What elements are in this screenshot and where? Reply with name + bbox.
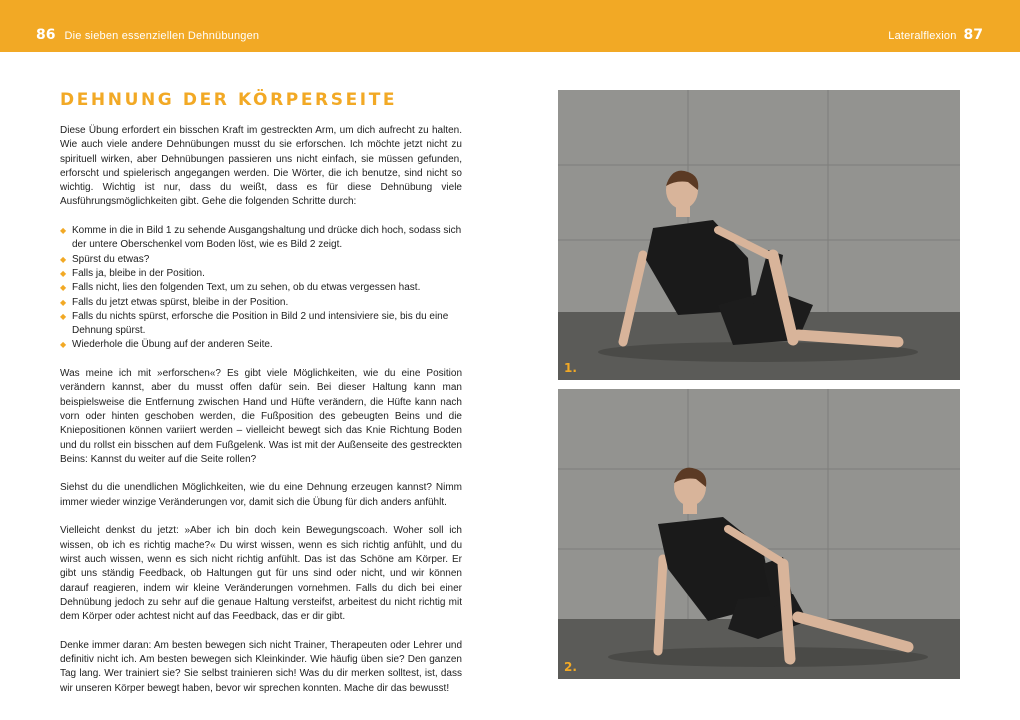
list-item bbox=[60, 296, 462, 310]
header-left bbox=[36, 27, 259, 43]
photo-start-position bbox=[558, 90, 960, 380]
diamond-bullet-icon: ◆ bbox=[60, 297, 67, 307]
header-right bbox=[888, 27, 983, 43]
list-item bbox=[60, 253, 462, 267]
diamond-bullet-icon: ◆ bbox=[60, 311, 67, 321]
step-text: Spürst du etwas? bbox=[72, 253, 150, 265]
diamond-bullet-icon: ◆ bbox=[60, 340, 67, 350]
section-title: DEHNUNG DER KÖRPERSEITE bbox=[60, 90, 398, 110]
step-text: Falls du nichts spürst, erforsche die Position in Bild 2 und intensiviere sie, bis du eine Dehnung spürst. bbox=[72, 310, 449, 337]
right-page-number: 87 bbox=[963, 27, 983, 43]
diamond-bullet-icon: ◆ bbox=[60, 283, 67, 293]
diamond-bullet-icon: ◆ bbox=[60, 268, 67, 278]
left-running-title: Die sieben essenziellen Dehnübungen bbox=[64, 30, 260, 42]
page-header bbox=[0, 0, 1020, 52]
body-text bbox=[60, 124, 462, 710]
step-text: Falls du jetzt etwas spürst, bleibe in der Position. bbox=[72, 296, 289, 308]
step-text: Falls nicht, lies den folgenden Text, um zu sehen, ob du etwas vergessen hast. bbox=[72, 282, 421, 294]
photo-2-illustration bbox=[558, 389, 960, 679]
photo-1-illustration bbox=[558, 90, 960, 380]
body-paragraph: Vielleicht denkst du jetzt: »Aber ich bin doch kein Bewegungscoach. Woher soll ich wissen, ob ich es richtig mache?« Du wirst wissen, wenn es sich richtig anfühlt, und du wirst auch wissen, wenn es sich nicht richtig anfühlt. Das ist das Schöne am Körper. Er gibt uns ständig Feedback, ob Haltungen gut für uns sind oder nicht, und wir können darauf reagieren, indem wir kleine Veränderungen vornehmen. Falls du dich bei einer Dehnübung jedoch zu sehr auf die genaue Haltung versteifst, arbeitest du nicht richtig mit dem Körper oder achtest nicht auf das Feedback, das er dir gibt. bbox=[60, 525, 462, 623]
list-item bbox=[60, 310, 462, 339]
right-running-title: Lateralflexion bbox=[888, 30, 957, 42]
photo-label: 1. bbox=[564, 361, 577, 375]
diamond-bullet-icon: ◆ bbox=[60, 254, 67, 264]
step-text: Komme in die in Bild 1 zu sehende Ausgangshaltung und drücke dich hoch, sodass sich der untere Oberschenkel vom Boden löst, wie es Bild 2 zeigt. bbox=[72, 225, 462, 251]
list-item bbox=[60, 267, 462, 281]
left-page-number: 86 bbox=[36, 27, 56, 43]
list-item bbox=[60, 224, 462, 253]
photo-raised-position bbox=[558, 389, 960, 679]
body-paragraph: Siehst du die unendlichen Möglichkeiten, wie du eine Dehnung erzeugen kannst? Nimm immer wieder winzige Veränderungen vor, damit sich die Übung für dich anders anfühlt. bbox=[60, 482, 462, 508]
list-item bbox=[60, 338, 462, 352]
steps-list bbox=[60, 224, 462, 353]
step-text: Falls ja, bleibe in der Position. bbox=[72, 267, 205, 279]
intro-paragraph: Diese Übung erfordert ein bisschen Kraft im gestreckten Arm, um dich aufrecht zu halten. Wie auch viele andere Dehnübungen musst du sie erforschen. Ich möchte jetzt nicht zu spirituell wirken, aber Dehnübungen passieren uns nicht einfach, sie müssen gefunden, erforscht und spielerisch angegangen werden. Die Wörter, die ich benutze, sind nicht so wichtig. Wichtig ist nur, dass du weißt, dass es für diese Dehnübung viele Ausführungsmöglichkeiten gibt. Gehe die folgenden Schritte durch: bbox=[60, 125, 462, 208]
body-paragraph: Denke immer daran: Am besten bewegen sich nicht Trainer, Therapeuten oder Lehrer und definitiv nicht ich. Am besten bewegen sich Kleinkinder. Wie häufig üben sie? Den ganzen Tag lang. Wer trainiert sie? Sie selbst trainieren sich! Was du dir merken solltest, ist, dass wir unseren Körper bewegt haben, bevor wir sprechen konnten. Mache dir das bewusst! bbox=[60, 639, 462, 694]
list-item bbox=[60, 281, 462, 295]
photo-label: 2. bbox=[564, 660, 577, 674]
step-text: Wiederhole die Übung auf der anderen Seite. bbox=[72, 339, 273, 351]
diamond-bullet-icon: ◆ bbox=[60, 226, 67, 236]
body-paragraph: Was meine ich mit »erforschen«? Es gibt viele Möglichkeiten, wie du eine Position verändern kannst, aber du musst offen dafür sein. Bei dieser Haltung kann man beispielsweise die Entfernung zwischen Hand und Hüfte verändern, die Hüfte kann nach vorn oder hinten geschoben werden, die Fußposition des gebeugten Beins und die Kniepositionen können variiert werden – vielleicht bewegt sich das Knie Richtung Boden und du rollst ein bisschen auf dem Fußgelenk. Was ist mit der Außenseite des gestreckten Beins: Kannst du weiter auf die Seite rollen? bbox=[60, 368, 462, 465]
